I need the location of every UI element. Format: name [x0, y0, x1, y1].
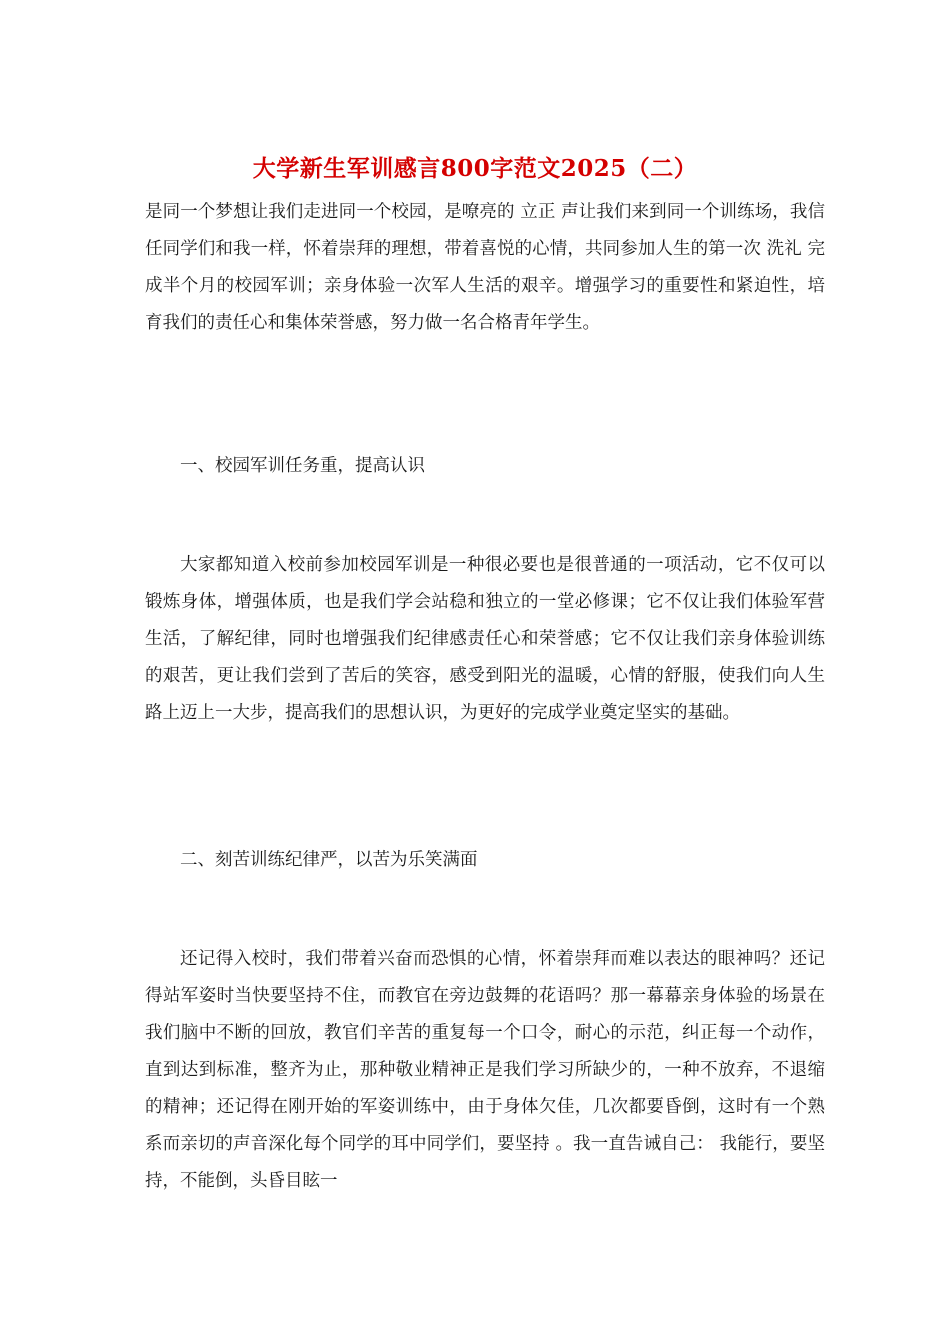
section-1-heading: 一、校园军训任务重，提高认识 [180, 456, 425, 476]
section-2-heading: 二、刻苦训练纪律严，以苦为乐笑满面 [180, 850, 478, 870]
intro-paragraph: 是同一个梦想让我们走进同一个校园，是嘹亮的 立正 声让我们来到同一个训练场，我信任同学们和我一样，怀着崇拜的理想，带着喜悦的心情，共同参加人生的第一次 洗礼 完成半个月的校园军训；亲身体验一次军人生活的艰辛。增强学习的重要性和紧迫性，培育我们的责任心和集体荣誉感，努力做一名合格青年学生。 [145, 202, 825, 333]
section-1-paragraph: 大家都知道入校前参加校园军训是一种很必要也是很普通的一项活动，它不仅可以锻炼身体，增强体质，也是我们学会站稳和独立的一堂必修课；它不仅让我们体验军营生活，了解纪律，同时也增强我们纪律感责任心和荣誉感；它不仅让我们亲身体验训练的艰苦，更让我们尝到了苦后的笑容，感受到阳光的温暖，心情的舒服，使我们向人生路上迈上一大步，提高我们的思想认识，为更好的完成学业奠定坚实的基础。 [145, 555, 825, 723]
document-title: 大学新生军训感言800字范文2025（二） [252, 155, 698, 182]
section-2-paragraph: 还记得入校时，我们带着兴奋而恐惧的心情，怀着崇拜而难以表达的眼神吗？还记得站军姿时当快要坚持不住，而教官在旁边鼓舞的花语吗？那一幕幕亲身体验的场景在我们脑中不断的回放，教官们辛苦的重复每一个口令，耐心的示范，纠正每一个动作，直到达到标准，整齐为止，那种敬业精神正是我们学习所缺少的，一种不放弃，不退缩的精神；还记得在刚开始的军姿训练中，由于身体欠佳，几次都要昏倒，这时有一个熟系而亲切的声音深化每个同学的耳中同学们，要坚持 。我一直告诫自己： 我能行，要坚持，不能倒，头昏目眩一 [145, 949, 825, 1191]
